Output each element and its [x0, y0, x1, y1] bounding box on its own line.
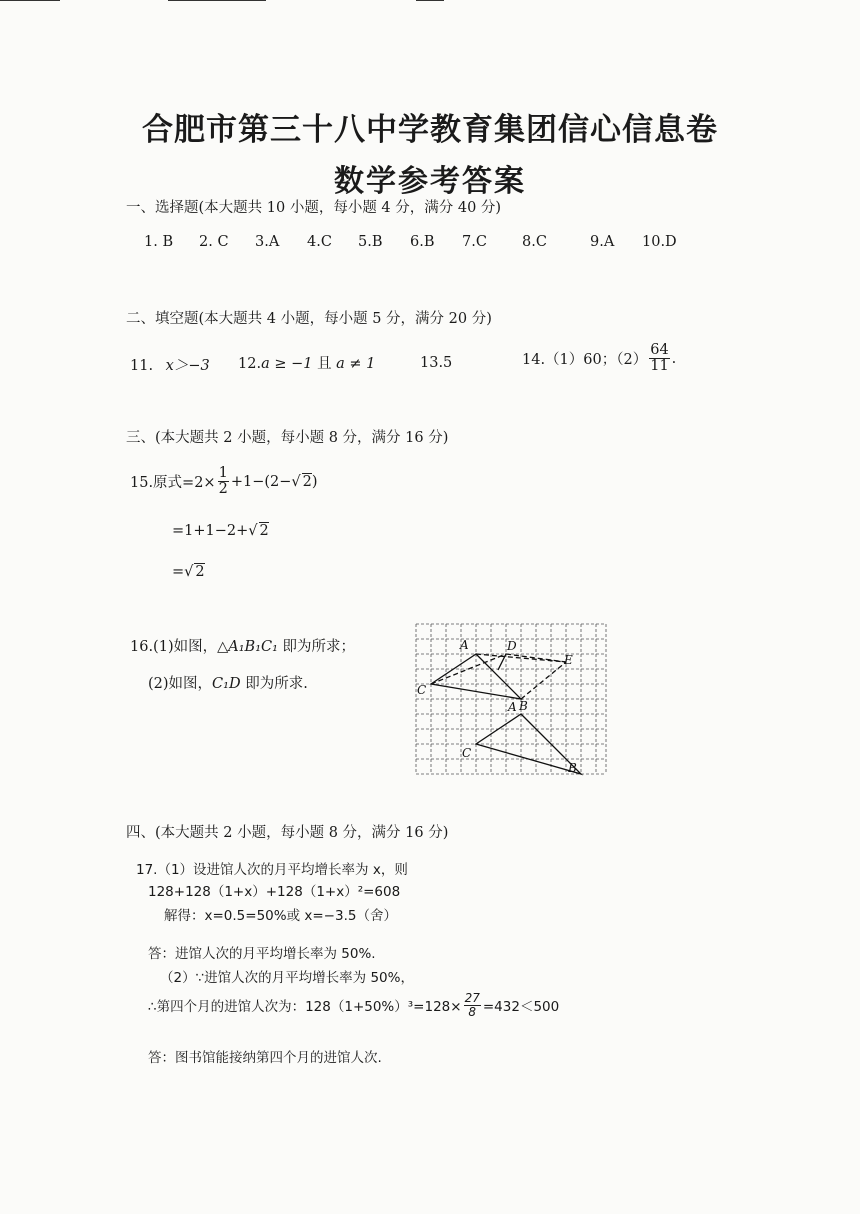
- q15-close: ): [311, 473, 318, 490]
- q17-line6: [148, 992, 559, 1018]
- answer-3: 3.A: [255, 234, 280, 250]
- q17-line2: 128+128（1+x）+128（1+x）²=608: [148, 884, 401, 900]
- q15-line3-radicand: 2: [195, 564, 205, 580]
- q15-numerator: 1: [218, 465, 228, 481]
- q17-line4: 答：进馆人次的月平均增长率为 50%.: [148, 946, 376, 962]
- page-title: 合肥市第三十八中学教育集团信心信息卷: [142, 112, 718, 148]
- q14-denominator: 11: [650, 358, 669, 375]
- q17-line6-suffix: =432＜500: [482, 999, 560, 1016]
- q15-line3-prefix: =: [172, 564, 185, 580]
- q16-triangle: A₁B₁C₁: [228, 639, 278, 655]
- q16-line1-suffix: 即为所求；: [277, 639, 356, 655]
- q15-prefix: 15.原式=2×: [130, 475, 216, 492]
- q14: [522, 343, 676, 374]
- answer-5: 5.B: [358, 234, 383, 250]
- q15-fraction: [218, 466, 229, 497]
- q17-line3: 解得：x=0.5=50%或 x=−3.5（舍）: [164, 908, 397, 924]
- q17-line6-prefix: ∴第四个月的进馆人次为：128（1+50%）³=128×: [148, 999, 462, 1016]
- q15-line1: [130, 466, 318, 497]
- q14-suffix: .: [671, 350, 677, 367]
- label-b: B: [568, 761, 577, 775]
- label-a1: A: [460, 638, 469, 652]
- q14-fraction: [649, 343, 669, 374]
- answer-9: 9.A: [590, 234, 615, 250]
- q15-radicand: 2: [302, 474, 312, 491]
- label-a: A: [508, 700, 517, 714]
- q17-line7: 答：图书馆能接纳第四个月的进馆人次.: [148, 1050, 382, 1066]
- q11-answer: x＞−3: [165, 358, 210, 374]
- answer-6: 6.B: [410, 234, 435, 250]
- q14-prefix: 14.（1）60；（2）: [522, 352, 648, 369]
- top-rule-middle: [168, 0, 266, 1]
- q12-and: 且: [317, 356, 332, 372]
- q15-line2: [172, 522, 269, 539]
- answer-10: 10.D: [642, 234, 677, 250]
- label-c: C: [462, 746, 472, 760]
- q13: 13.5: [420, 355, 453, 371]
- section4-heading: 四、(本大题共 2 小题，每小题 8 分，满分 16 分): [126, 825, 449, 841]
- top-rule-left: [0, 0, 60, 1]
- sqrt-symbol-icon: √: [291, 473, 301, 490]
- label-b1: B: [519, 699, 528, 713]
- q16-line1-prefix: 16.(1)如图，△: [130, 639, 229, 655]
- answer-7: 7.C: [462, 234, 487, 250]
- answer-1: 1. B: [144, 234, 174, 250]
- page-subtitle: 数学参考答案: [334, 164, 526, 199]
- segment-b1e: [521, 662, 566, 699]
- answer-2: 2. C: [199, 234, 229, 250]
- q12: [238, 352, 375, 373]
- sqrt-symbol-icon: √: [184, 564, 194, 580]
- q16-line2-suffix: 即为所求.: [240, 676, 308, 692]
- q15-rest: +1−(2−: [230, 473, 292, 490]
- q16-line2-prefix: (2)如图，: [148, 676, 213, 692]
- section2-heading: 二、填空题(本大题共 4 小题，每小题 5 分，满分 20 分): [126, 311, 492, 327]
- q17-line1: 17.（1）设进馆人次的月平均增长率为 x，则: [136, 862, 408, 878]
- q11-number: 11.: [130, 358, 154, 374]
- q17-fraction: [464, 992, 481, 1018]
- section1-heading: 一、选择题(本大题共 10 小题，每小题 4 分，满分 40 分): [126, 200, 502, 216]
- q16-segment: C₁D: [212, 676, 241, 692]
- label-d: D: [507, 639, 517, 653]
- q15-line2-radicand: 2: [259, 523, 269, 539]
- q12-number: 12.: [238, 356, 262, 372]
- label-c1: C: [417, 683, 427, 697]
- q17-numerator: 27: [464, 991, 480, 1005]
- q15-line2-prefix: =1+1−2+: [172, 523, 249, 539]
- grid-figure: [412, 620, 608, 778]
- section3-heading: 三、(本大题共 2 小题，每小题 8 分，满分 16 分): [126, 430, 449, 446]
- q17-denominator: 8: [468, 1004, 477, 1019]
- q17-line5: （2）∵进馆人次的月平均增长率为 50%，: [160, 970, 414, 986]
- answer-4: 4.C: [307, 234, 332, 250]
- q12-part-b: a ≠ 1: [336, 356, 376, 372]
- answer-8: 8.C: [522, 234, 547, 250]
- q14-numerator: 64: [650, 342, 669, 358]
- label-e: E: [564, 653, 573, 667]
- q16-line2: [148, 672, 308, 693]
- q15-denominator: 2: [218, 481, 228, 498]
- q11: [130, 354, 210, 375]
- q16-line1: [130, 635, 355, 656]
- q15-line3: [172, 563, 205, 580]
- top-rule-right: [416, 0, 444, 1]
- section1-answers: [144, 234, 704, 256]
- q12-part-a: a ≥ −1: [261, 356, 313, 372]
- sqrt-symbol-icon: √: [248, 523, 258, 539]
